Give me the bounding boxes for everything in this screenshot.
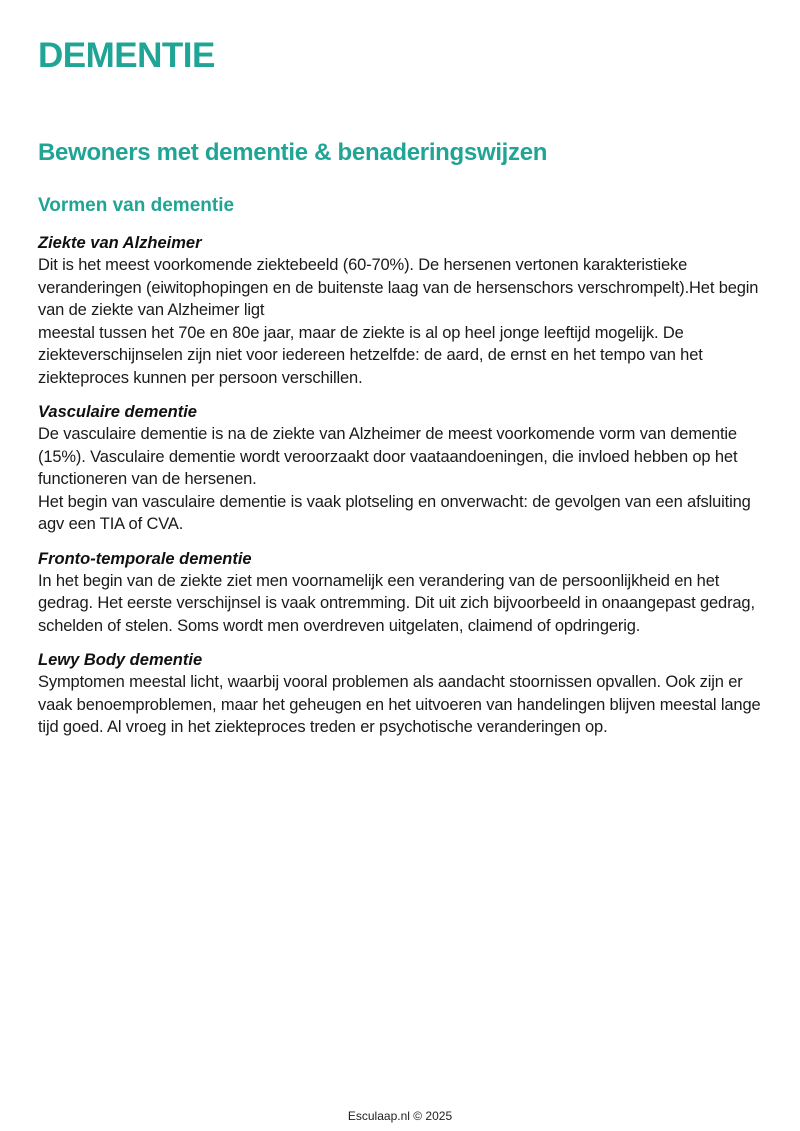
paragraph: Dit is het meest voorkomende ziektebeeld (60-70%). De hersenen vertonen karakteristieke veranderingen (eiwitophopingen en de buitenste laag van de hersenschors verschrompelt).Het begin van de ziekte van Alzheimer ligt — [38, 256, 759, 319]
page-footer: Esculaap.nl © 2025 — [347, 1109, 453, 1123]
document-title: DEMENTIE — [38, 36, 215, 75]
paragraph: In het begin van de ziekte ziet men voornamelijk een verandering van de persoonlijkheid en het gedrag. Het eerste verschijnsel is vaak ontremming. Dit uit zich bijvoorbeeld in onaangepast gedrag, schelden of stelen. Soms wordt men overdreven uitgelaten, claimend of opdringerig. — [38, 571, 755, 635]
dementia-type-lewy-body — [38, 649, 766, 739]
block-title: Vasculaire dementie — [38, 403, 197, 421]
dementia-type-fronto-temporaal — [38, 548, 766, 638]
block-title: Fronto-temporale dementie — [38, 549, 252, 568]
sub-heading: Vormen van dementie — [38, 195, 235, 216]
paragraph: De vasculaire dementie is na de ziekte van Alzheimer de meest voorkomende vorm van dementie (15%). Vasculaire dementie wordt veroorzaakt door vaataandoeningen, die invloed hebben op het functioneren van de hersenen. — [38, 425, 738, 488]
dementia-type-vasculair — [38, 401, 766, 536]
paragraph: meestal tussen het 70e en 80e jaar, maar de ziekte is al op heel jonge leeftijd mogelijk. De ziekteverschijnselen zijn niet voor iedereen hetzelfde: de aard, de ernst en het tempo van het ziekteproces kunnen per persoon verschillen. — [38, 323, 703, 387]
content-body — [38, 232, 766, 751]
block-title: Lewy Body dementie — [38, 651, 203, 669]
block-title: Ziekte van Alzheimer — [38, 234, 202, 252]
paragraph: Het begin van vasculaire dementie is vaak plotseling en onverwacht: de gevolgen van een afsluiting agv een TIA of CVA. — [38, 492, 751, 533]
paragraph: Symptomen meestal licht, waarbij vooral problemen als aandacht stoornissen opvallen. Ook zijn er vaak benoemproblemen, maar het geheugen en het uitvoeren van handelingen blijven meestal lange tijd goed. Al vroeg in het ziekteproces treden er psychotische veranderingen op. — [38, 673, 761, 736]
dementia-type-alzheimer — [38, 232, 766, 389]
section-heading: Bewoners met dementie & benaderingswijzen — [38, 139, 548, 166]
